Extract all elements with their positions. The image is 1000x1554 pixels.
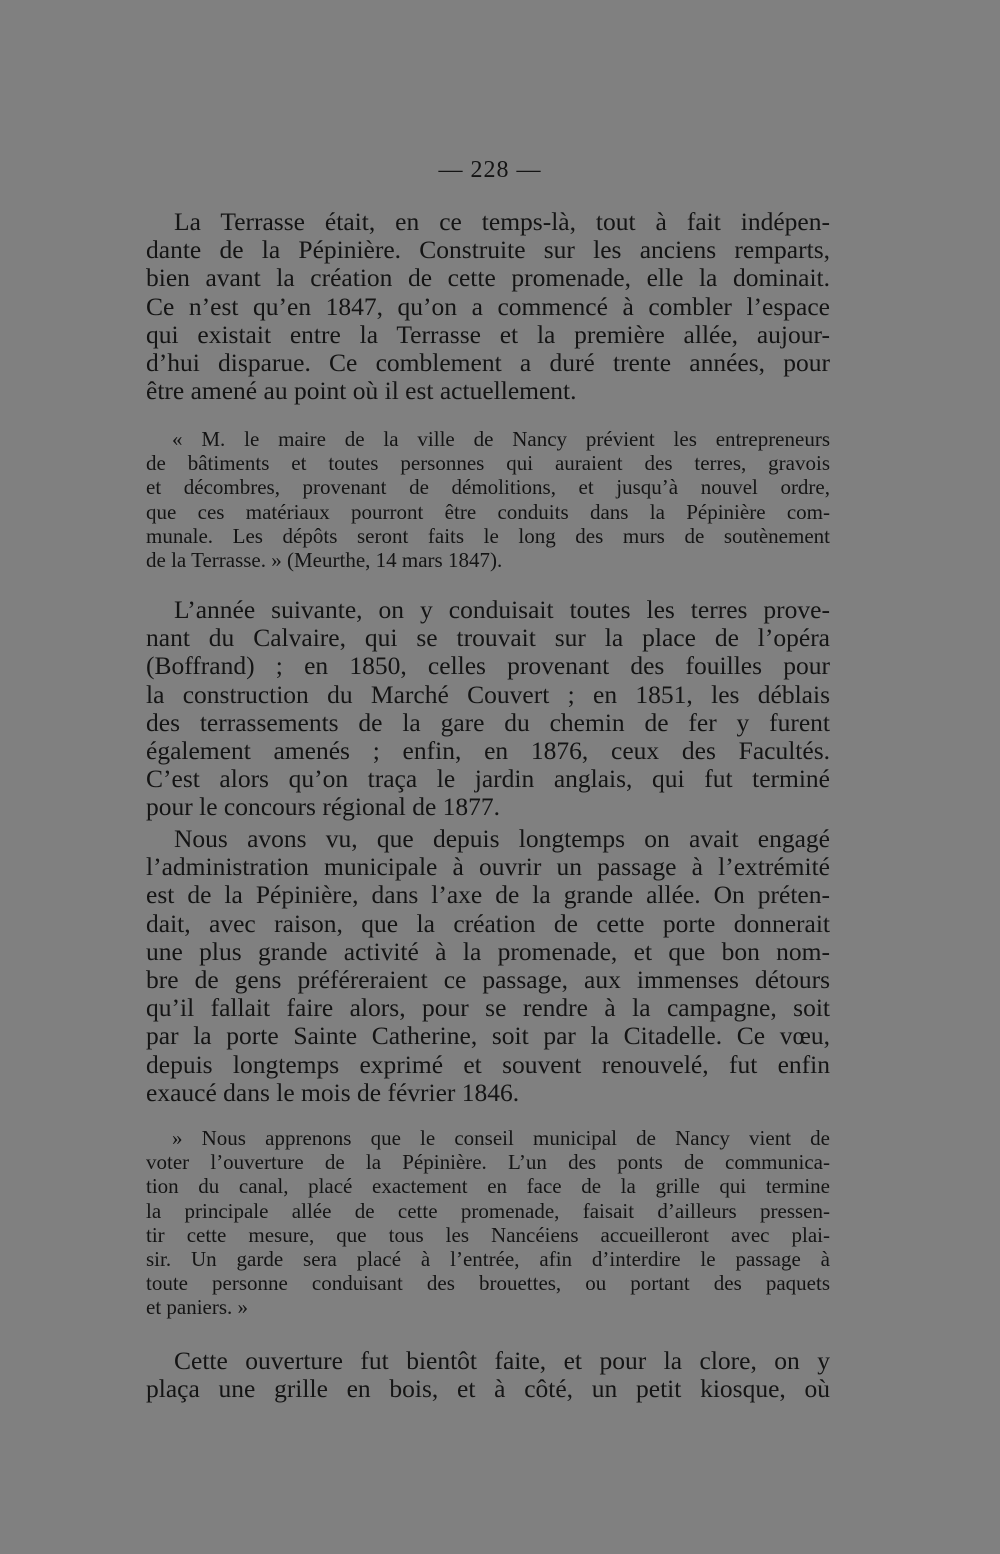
quote-line: voter l’ouverture de la Pépinière. L’un des ponts de communica- (146, 1150, 830, 1175)
text-line: qui existait entre la Terrasse et la première allée, aujour- (146, 319, 830, 349)
quote-line: et paniers. » (146, 1295, 249, 1320)
quote-line: que ces matériaux pourront être conduits dans la Pépinière com- (146, 499, 830, 524)
text-line: nant du Calvaire, qui se trouvait sur la place de l’opéra (146, 623, 830, 653)
quote-line: et décombres, provenant de démolitions, et jusqu’à nouvel ordre, (146, 475, 830, 500)
text-line: être amené au point où il est actuellement. (146, 376, 577, 406)
text-line: par la porte Sainte Catherine, soit par la Citadelle. Ce vœu, (146, 1021, 830, 1051)
text-line: C’est alors qu’on traça le jardin anglais, qui fut terminé (146, 764, 830, 794)
quote-line: sir. Un garde sera placé à l’entrée, afin d’interdire le passage à (146, 1247, 830, 1272)
paragraph-ouverture (146, 1347, 830, 1403)
paragraph-passage (146, 825, 830, 1107)
text-line: plaça une grille en bois, et à côté, un petit kiosque, où (146, 1374, 830, 1404)
quote-line: toute personne conduisant des brouettes, ou portant des paquets (146, 1271, 830, 1296)
text-line: Cette ouverture fut bientôt faite, et pour la clore, on y (174, 1346, 830, 1375)
text-line: pour le concours régional de 1877. (146, 792, 501, 822)
text-line: des terrassements de la gare du chemin de fer y furent (146, 707, 830, 737)
page-number: — 228 — (438, 157, 542, 183)
text-line: également amenés ; enfin, en 1876, ceux des Facultés. (146, 736, 830, 766)
text-line: qu’il fallait faire alors, pour se rendre à la campagne, soit (146, 993, 830, 1023)
text-line: dante de la Pépinière. Construite sur les anciens remparts, (146, 235, 830, 265)
text-line: La Terrasse était, en ce temps-là, tout à fait indépen- (174, 207, 830, 236)
text-line: exaucé dans le mois de février 1846. (146, 1077, 520, 1107)
text-line: Ce n’est qu’en 1847, qu’on a commencé à combler l’espace (146, 291, 830, 321)
quote-line: tir cette mesure, que tous les Nancéiens accueilleront avec plai- (146, 1222, 830, 1247)
quote-line: » Nous apprenons que le conseil municipal de Nancy vient de (172, 1126, 830, 1150)
quote-conseil-municipal (146, 1126, 830, 1320)
quote-line: de bâtiments et toutes personnes qui auraient des terres, gravois (146, 451, 830, 476)
quote-maire-notice (146, 427, 830, 572)
text-line: depuis longtemps exprimé et souvent renouvelé, fut enfin (146, 1049, 830, 1079)
text-line: bien avant la création de cette promenade, elle la dominait. (146, 263, 830, 293)
quote-line: de la Terrasse. » (Meurthe, 14 mars 1847). (146, 548, 503, 573)
text-line: l’administration municipale à ouvrir un passage à l’extrémité (146, 852, 830, 882)
text-line: est de la Pépinière, dans l’axe de la grande allée. On préten- (146, 880, 830, 910)
quote-line: la principale allée de cette promenade, faisait d’ailleurs pressen- (146, 1198, 830, 1223)
text-line: une plus grande activité à la promenade, et que bon nom- (146, 936, 830, 966)
text-line: dait, avec raison, que la création de cette porte donnerait (146, 908, 830, 938)
quote-line: munale. Les dépôts seront faits le long des murs de soutènement (146, 523, 830, 548)
text-line: Nous avons vu, que depuis longtemps on avait engagé (174, 824, 830, 853)
quote-line: tion du canal, placé exactement en face de la grille qui termine (146, 1174, 830, 1199)
paragraph-terrasse (146, 208, 830, 405)
text-line: d’hui disparue. Ce comblement a duré trente années, pour (146, 348, 830, 378)
quote-line: « M. le maire de la ville de Nancy prévient les entrepreneurs (172, 427, 830, 451)
text-line: la construction du Marché Couvert ; en 1851, les déblais (146, 679, 830, 709)
text-line: (Boffrand) ; en 1850, celles provenant des fouilles pour (146, 651, 830, 681)
paragraph-annee-suivante (146, 596, 830, 822)
text-line: L’année suivante, on y conduisait toutes les terres prove- (174, 595, 830, 624)
text-line: bre de gens préféreraient ce passage, aux immenses détours (146, 965, 830, 995)
